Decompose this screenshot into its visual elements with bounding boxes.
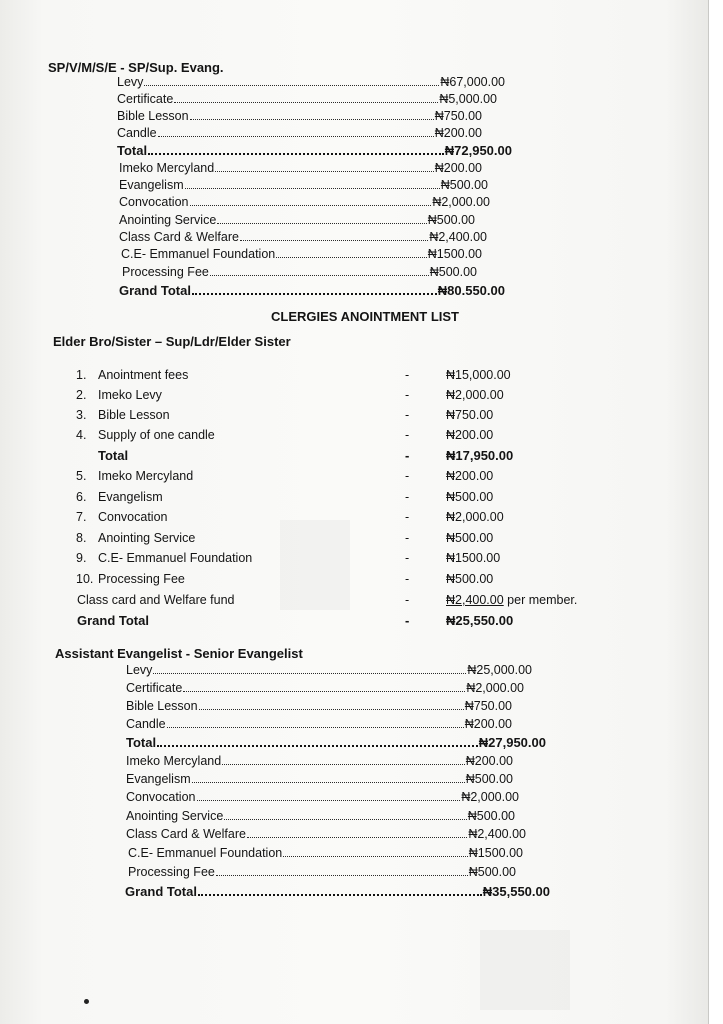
item-label: Total xyxy=(117,143,148,158)
list-item xyxy=(128,864,516,881)
dot-leader xyxy=(247,827,467,838)
dot-leader xyxy=(283,846,468,857)
item-amount: ₦500.00 xyxy=(446,490,494,504)
dot-leader xyxy=(215,161,434,172)
item-amount: ₦750.00 xyxy=(464,699,512,713)
item-amount: ₦750.00 xyxy=(434,109,482,123)
dash-separator: - xyxy=(405,408,410,422)
item-label: Certificate xyxy=(126,681,183,695)
dot-leader xyxy=(190,195,432,206)
dash-separator: - xyxy=(405,428,410,442)
item-label: Convocation xyxy=(126,790,196,804)
list-item xyxy=(126,662,532,679)
grand-total-row xyxy=(76,612,636,630)
item-label: Evangelism xyxy=(126,772,191,786)
item-amount: ₦25,550.00 xyxy=(446,613,514,628)
dot-leader xyxy=(222,754,465,765)
dash-separator: - xyxy=(405,490,410,504)
dot-leader xyxy=(153,663,466,674)
item-label: Evangelism xyxy=(98,490,163,504)
dot-leader xyxy=(167,717,464,728)
item-amount: ₦500.00 xyxy=(427,213,475,227)
dash-separator: - xyxy=(405,531,410,545)
item-amount: ₦200.00 xyxy=(446,428,494,442)
item-label: Candle xyxy=(126,717,166,731)
item-label: Class Card & Welfare xyxy=(126,827,246,841)
item-amount: ₦25,000.00 xyxy=(467,663,532,677)
item-label: Evangelism xyxy=(119,178,184,192)
total-row xyxy=(117,142,512,159)
item-amount: ₦200.00 xyxy=(434,161,482,175)
item-amount: ₦35,550.00 xyxy=(482,884,550,899)
item-label: Bible Lesson xyxy=(126,699,198,713)
list-item xyxy=(126,789,519,806)
item-amount: ₦17,950.00 xyxy=(446,448,514,463)
dash-separator: - xyxy=(405,368,410,382)
dot-leader xyxy=(210,265,429,276)
item-amount: ₦5,000.00 xyxy=(439,92,497,106)
dot-leader xyxy=(158,126,434,137)
list-item xyxy=(119,194,490,211)
dot-leader xyxy=(276,247,427,258)
list-item xyxy=(76,488,636,506)
bullet-mark xyxy=(84,999,89,1004)
item-amount: ₦200.00 xyxy=(465,754,513,768)
list-item xyxy=(76,406,636,424)
item-amount: ₦2,000.00 xyxy=(461,790,519,804)
item-label: Bible Lesson xyxy=(117,109,189,123)
item-label: Certificate xyxy=(117,92,174,106)
item-label: Convocation xyxy=(98,510,168,524)
item-label: Class Card & Welfare xyxy=(119,230,239,244)
item-amount: ₦200.00 xyxy=(446,469,494,483)
list-item xyxy=(76,467,636,485)
total-row xyxy=(126,734,546,751)
list-item xyxy=(76,366,636,384)
item-amount: ₦67,000.00 xyxy=(440,75,505,89)
item-amount: ₦2,400.00 xyxy=(468,827,526,841)
dash-separator: - xyxy=(405,593,410,607)
list-item xyxy=(117,108,482,125)
item-amount: ₦1500.00 xyxy=(427,247,482,261)
dash-separator: - xyxy=(405,510,410,524)
item-amount: ₦500.00 xyxy=(467,809,515,823)
item-label: Supply of one candle xyxy=(98,428,215,442)
item-amount: ₦2,000.00 xyxy=(446,388,504,402)
item-label: Anointing Service xyxy=(126,809,224,823)
list-item xyxy=(126,716,512,733)
item-label: Imeko Levy xyxy=(98,388,162,402)
item-label: Processing Fee xyxy=(98,572,185,586)
clergies-heading: CLERGIES ANOINTMENT LIST xyxy=(270,309,460,324)
item-label: Total xyxy=(126,735,157,750)
item-number: 7. xyxy=(76,510,87,524)
item-number: 5. xyxy=(76,469,87,483)
dot-leader xyxy=(185,178,440,189)
dot-leader xyxy=(199,699,464,710)
item-label: Processing Fee xyxy=(128,865,215,879)
list-item xyxy=(119,229,487,246)
underlined-amount: ₦2,400.00 xyxy=(446,593,504,607)
item-amount: ₦1500.00 xyxy=(468,846,523,860)
item-amount: ₦2,000.00 xyxy=(432,195,490,209)
dash-separator: - xyxy=(405,551,410,565)
list-item xyxy=(117,125,482,142)
list-item xyxy=(121,246,482,263)
list-item xyxy=(117,74,505,91)
dash-separator: - xyxy=(405,469,410,483)
paper-edge xyxy=(708,0,723,1024)
item-label: Processing Fee xyxy=(122,265,209,279)
list-item xyxy=(76,549,636,567)
item-amount: ₦500.00 xyxy=(465,772,513,786)
item-number: 3. xyxy=(76,408,87,422)
item-label: Candle xyxy=(117,126,157,140)
item-label: Anointing Service xyxy=(98,531,196,545)
list-item xyxy=(122,264,477,281)
amount-suffix: per member. xyxy=(507,593,578,607)
item-number: 6. xyxy=(76,490,87,504)
section3-title: Assistant Evangelist - Senior Evangelist xyxy=(55,646,303,661)
item-number: 2. xyxy=(76,388,87,402)
dot-leader xyxy=(197,790,461,801)
item-amount: ₦500.00 xyxy=(446,531,494,545)
dot-leader xyxy=(183,681,465,692)
list-item xyxy=(76,508,636,526)
item-number: 8. xyxy=(76,531,87,545)
grand-total-row xyxy=(119,282,505,299)
list-item xyxy=(126,771,513,788)
dot-leader xyxy=(192,284,437,295)
item-amount: ₦500.00 xyxy=(468,865,516,879)
dot-leader xyxy=(217,213,426,224)
list-item xyxy=(119,160,482,177)
item-label: Grand Total xyxy=(125,884,197,899)
item-label: Bible Lesson xyxy=(98,408,170,422)
item-label: Levy xyxy=(117,75,144,89)
list-item xyxy=(76,591,636,609)
item-amount: ₦750.00 xyxy=(446,408,494,422)
dot-leader xyxy=(216,865,468,876)
item-label: Convocation xyxy=(119,195,189,209)
dash-separator: - xyxy=(405,613,410,628)
item-number: 1. xyxy=(76,368,87,382)
scan-smudge xyxy=(480,930,570,1010)
dot-leader xyxy=(190,109,434,120)
item-label: Imeko Mercyland xyxy=(119,161,215,175)
dot-leader xyxy=(198,885,482,896)
item-number: 10. xyxy=(76,572,94,586)
item-label: Grand Total xyxy=(77,613,149,628)
item-label: Imeko Mercyland xyxy=(98,469,194,483)
item-label: Anointing Service xyxy=(119,213,217,227)
item-label: Class card and Welfare fund xyxy=(77,593,235,607)
item-amount: ₦200.00 xyxy=(434,126,482,140)
dot-leader xyxy=(157,736,478,747)
item-label: Total xyxy=(98,448,129,463)
dot-leader xyxy=(240,230,428,241)
grand-total-row xyxy=(125,883,550,900)
item-amount: ₦2,400.00 xyxy=(429,230,487,244)
item-label: C.E- Emmanuel Foundation xyxy=(121,247,276,261)
dot-leader xyxy=(192,772,465,783)
item-amount: ₦80.550.00 xyxy=(437,283,505,298)
item-number: 9. xyxy=(76,551,87,565)
item-number: 4. xyxy=(76,428,87,442)
item-amount: ₦2,000.00 xyxy=(446,510,504,524)
list-item xyxy=(119,212,475,229)
item-label: Levy xyxy=(126,663,153,677)
list-item xyxy=(126,826,526,843)
item-amount: ₦27,950.00 xyxy=(478,735,546,750)
list-item xyxy=(76,386,636,404)
item-label: Imeko Mercyland xyxy=(126,754,222,768)
item-amount: ₦1500.00 xyxy=(446,551,501,565)
item-amount: ₦500.00 xyxy=(446,572,494,586)
item-label: C.E- Emmanuel Foundation xyxy=(98,551,253,565)
list-item xyxy=(126,808,515,825)
list-item xyxy=(126,698,512,715)
item-amount: ₦72,950.00 xyxy=(444,143,512,158)
item-amount: ₦15,000.00 xyxy=(446,368,511,382)
list-item xyxy=(126,680,524,697)
list-item xyxy=(126,753,513,770)
item-amount xyxy=(446,591,577,609)
item-amount: ₦200.00 xyxy=(464,717,512,731)
dot-leader xyxy=(174,92,438,103)
list-item xyxy=(76,570,636,588)
dash-separator: - xyxy=(405,572,410,586)
list-item xyxy=(76,426,636,444)
section1-title: SP/V/M/S/E - SP/Sup. Evang. xyxy=(48,60,224,75)
item-label: Anointment fees xyxy=(98,368,189,382)
item-amount: ₦2,000.00 xyxy=(466,681,524,695)
item-label: Grand Total xyxy=(119,283,191,298)
dash-separator: - xyxy=(405,448,410,463)
item-label: C.E- Emmanuel Foundation xyxy=(128,846,283,860)
item-amount: ₦500.00 xyxy=(429,265,477,279)
item-amount: ₦500.00 xyxy=(440,178,488,192)
dot-leader xyxy=(144,75,439,86)
list-item xyxy=(117,91,497,108)
list-item xyxy=(76,529,636,547)
dot-leader xyxy=(224,809,466,820)
total-row xyxy=(76,447,636,465)
dash-separator: - xyxy=(405,388,410,402)
list-item xyxy=(128,845,523,862)
list-item xyxy=(119,177,488,194)
section2-title: Elder Bro/Sister – Sup/Ldr/Elder Sister xyxy=(53,334,291,349)
dot-leader xyxy=(148,144,444,155)
